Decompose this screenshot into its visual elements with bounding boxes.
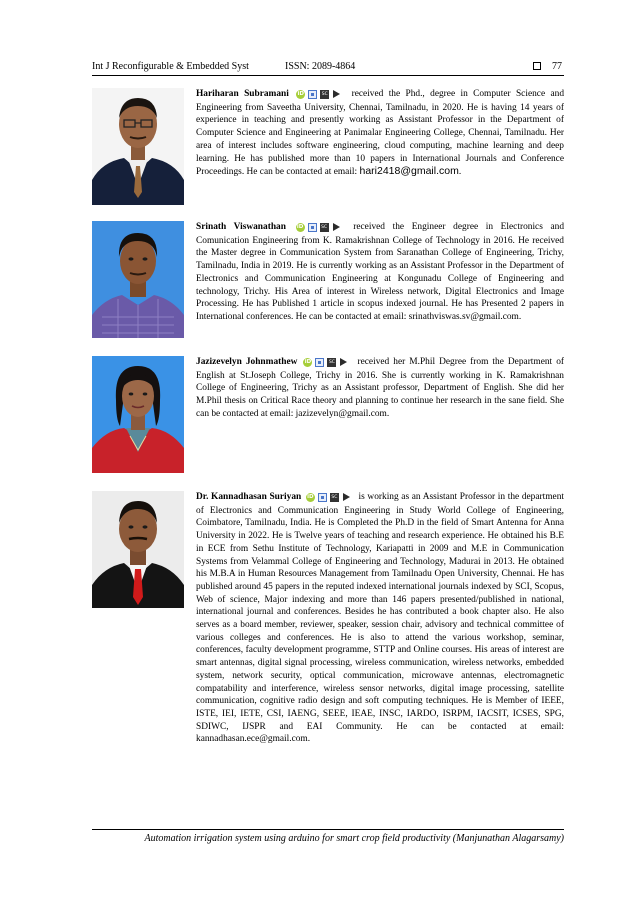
running-header bbox=[92, 60, 564, 74]
footer-rule bbox=[92, 829, 564, 830]
web-of-science-icon[interactable] bbox=[342, 493, 351, 502]
web-of-science-icon[interactable] bbox=[332, 223, 341, 232]
page-number: 77 bbox=[552, 61, 562, 72]
author-name: Hariharan Subramani bbox=[196, 89, 289, 99]
author-photo-2 bbox=[92, 221, 184, 338]
profile-icons bbox=[303, 357, 351, 370]
author-name: Srinath Viswanathan bbox=[196, 222, 286, 232]
author-photo-4 bbox=[92, 491, 184, 608]
author-bio-text-4 bbox=[196, 491, 564, 746]
journal-name: Int J Reconfigurable & Embedded Syst bbox=[92, 61, 249, 72]
author-bio-text-3 bbox=[196, 356, 564, 421]
google-scholar-icon[interactable] bbox=[318, 493, 327, 502]
author-bio: received her M.Phil Degree from the Department of English at St.Joseph College, Trichy in 2016. She is currently working in K. Ramakrishnan College of Engineering, Trichy as an Assistant professor, Department of English. She did her M.Phil thesis on Critical Race theory and planning to continue her research in the sane field. She can be contacted at email: jazizevelyn@gmail.com. bbox=[196, 357, 565, 419]
profile-icons bbox=[296, 89, 344, 102]
author-bio-text-2 bbox=[196, 221, 564, 324]
orcid-icon[interactable]: iD bbox=[307, 494, 314, 501]
author-photo-1 bbox=[92, 88, 184, 205]
email-suffix: . bbox=[458, 167, 462, 178]
author-bio: is working as an Assistant Professor in the department of Electronics and Communication Engineering in Study World College of Engineering, Coimbatore, Tamilnadu, India. He is Completed the Ph.D in the field of Smart Antenna for Anna University in 2022. He is Twelve years of teaching and research experience. He obtained his B.E in ECE from Sethu Institute of Technology, Kariapatti in 2009 and M.E in Communication Systems from Velammal College of Engineering and Technology, Madurai in 2013. He obtained his M.B.A in Human Resources Management from Tamilnadu Open University, Chennai. He has published around 45 papers in the reputed indexed international journals indexed by SCI, Scopus, Web of science, Major indexing and more than 146 papers presented/published in national, international journal and conferences. Besides he has contributed a book chapter also. He also serves as a board member, reviewer, speaker, session chair, advisory and technical committee of various colleges and conferences. He is also to attend the various workshop, seminar, conferences, faculty development programme, STTP and Online courses. His areas of interest are smart antennas, digital signal processing, wireless communication, wireless networks, embedded system, network security, optical communication, microwave antennas, electromagnetic compatability and interference, wireless sensor networks, digital image processing, satellite communication, cognitive radio design and soft computing techniques. He is Member of IEEE, ISTE, IEI, IETE, CSI, IAENG, SEEE, IEAE, INSC, IARDO, ISRPM, IACSIT, ICSES, SPG, SDIWC, IJSPR and EAI Community. He can be contacted at email: kannadhasan.ece@gmail.com. bbox=[196, 492, 564, 745]
google-scholar-icon[interactable] bbox=[308, 90, 317, 99]
author-bio: received the Phd., degree in Computer Science and Engineering from Saveetha University, Chennai, Tamilnadu, in 2020. He is having 14 years of experience in teaching and presently working as Assistant Professor in the Department of Computer Science and Engineering at Panimalar Engineering College, Chennai, Tamilnadu. Her area of interest includes software engineering, cloud computing, machine learning and deep learning. He has published more than 10 papers in International Journals and Conference Proceedings. He can be contacted at email: bbox=[196, 89, 565, 178]
orcid-icon[interactable]: iD bbox=[296, 224, 304, 231]
profile-icons bbox=[296, 222, 344, 235]
web-of-science-icon[interactable] bbox=[332, 90, 341, 99]
running-footer: Automation irrigation system using arduino for smart crop field productivity (Manjunathan Alagarsamy) bbox=[144, 833, 564, 844]
author-bio: received the Engineer degree in Electronics and Comunication Engineering from K. Ramakrishnan College of Technology in 2016. He received the Master degree in Communication System from Saranathan College of Engineering, Trichy, Tamilnadu, India in 2019. He is currently working as an Assistant Professor in the Department of Electronics and Communication Engineering at Kongunadu College of Engineering and technology, Trichy. His Area of interest in Wireless network, Digital Electronics and Image Processing. He has Published 1 article in scopus indexed journal. He has Presented 2 papers in International conferences. He can be contacted at email: srinathviswas.sv@gmail.com. bbox=[196, 222, 565, 322]
scopus-icon[interactable]: SC bbox=[328, 360, 335, 366]
author-bio-text-1 bbox=[196, 88, 564, 179]
author-name: Dr. Kannadhasan Suriyan bbox=[196, 492, 302, 502]
header-rule bbox=[92, 75, 564, 76]
scopus-icon[interactable]: SC bbox=[321, 92, 328, 98]
issn: ISSN: 2089-4864 bbox=[285, 61, 356, 72]
profile-icons bbox=[306, 492, 354, 505]
checkbox-square-icon bbox=[533, 62, 541, 70]
scopus-icon[interactable]: SC bbox=[331, 495, 338, 501]
scopus-icon[interactable]: SC bbox=[321, 225, 328, 231]
web-of-science-icon[interactable] bbox=[339, 358, 348, 367]
google-scholar-icon[interactable] bbox=[315, 358, 324, 367]
orcid-icon[interactable]: iD bbox=[297, 91, 304, 98]
author-photo-3 bbox=[92, 356, 184, 473]
author-name: Jazizevelyn Johnmathew bbox=[196, 357, 298, 367]
author-email[interactable]: hari2418@gmail.com bbox=[359, 165, 459, 178]
orcid-icon[interactable]: iD bbox=[304, 359, 312, 366]
google-scholar-icon[interactable] bbox=[308, 223, 317, 232]
